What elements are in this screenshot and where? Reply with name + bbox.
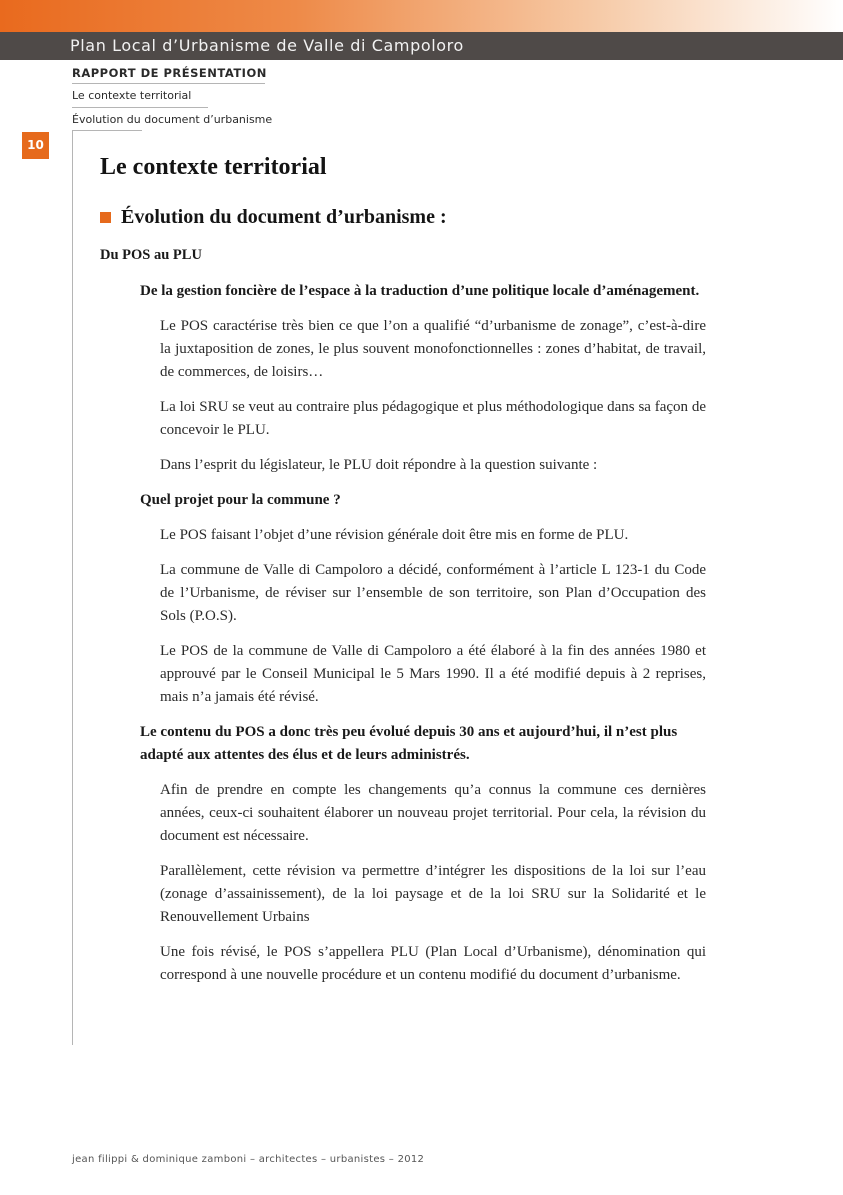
paragraph: Le POS de la commune de Valle di Campoloro a été élaboré à la fin des années 1980 et approuvé par le Conseil Municipal le 5 Mars 1990. Il a été modifié depuis à 2 reprises, mais n’a jamais été révisé.: [160, 643, 706, 705]
paragraph: La loi SRU se veut au contraire plus pédagogique et plus méthodologique dans sa façon de concevoir le PLU.: [160, 399, 706, 438]
document-title: Plan Local d’Urbanisme de Valle di Campoloro: [70, 36, 464, 55]
bold-heading: Le contenu du POS a donc très peu évolué depuis 30 ans et aujourd’hui, il n’est plus adapté aux attentes des élus et de leurs administrés.: [140, 724, 678, 763]
paragraph: Une fois révisé, le POS s’appellera PLU (Plan Local d’Urbanisme), dénomination qui correspond à une nouvelle procédure et un contenu modifié du document d’urbanisme.: [160, 944, 706, 983]
section-title: Évolution du document d’urbanisme :: [121, 206, 447, 228]
header-gradient-bar: [0, 0, 843, 32]
breadcrumb-divider: [72, 130, 142, 131]
page-heading: Le contexte territorial: [100, 154, 327, 180]
paragraph: Le POS faisant l’objet d’une révision générale doit être mis en forme de PLU.: [160, 527, 629, 543]
subheading: Du POS au PLU: [100, 247, 202, 263]
breadcrumb-chapter: Le contexte territorial: [72, 89, 192, 102]
page-number-badge: 10: [22, 132, 49, 159]
paragraph: Dans l’esprit du législateur, le PLU doit répondre à la question suivante :: [160, 457, 598, 473]
paragraph: Afin de prendre en compte les changements qu’a connus la commune ces dernières années, ceux-ci souhaitent élaborer un nouveau projet territorial. Pour cela, la révision du document est nécessaire.: [160, 782, 706, 844]
body-text: [140, 280, 706, 987]
section-heading: [100, 206, 447, 229]
paragraph: La commune de Valle di Campoloro a décidé, conformément à l’article L 123-1 du Code de l’Urbanisme, de réviser sur l’ensemble de son territoire, son Plan d’Occupation des Sols (P.O.S).: [160, 562, 706, 624]
footer-credits: jean filippi & dominique zamboni – architectes – urbanistes – 2012: [72, 1154, 425, 1165]
paragraph: Parallèlement, cette révision va permettre d’intégrer les dispositions de la loi sur l’eau (zonage d’assainissement), de la loi paysage et de la loi SRU sur la Solidarité et le Renouvellement Urbains: [160, 863, 706, 925]
breadcrumb-divider: [72, 83, 265, 84]
orange-square-bullet-icon: [100, 212, 111, 223]
breadcrumb-section: Évolution du document d’urbanisme: [72, 113, 273, 126]
breadcrumb-divider: [72, 107, 208, 108]
margin-rule: [72, 130, 73, 1045]
breadcrumb-report: RAPPORT DE PRÉSENTATION: [72, 66, 267, 80]
bold-heading: De la gestion foncière de l’espace à la traduction d’une politique locale d’aménagement.: [140, 283, 700, 299]
bold-heading: Quel projet pour la commune ?: [140, 492, 341, 508]
paragraph: Le POS caractérise très bien ce que l’on a qualifié “d’urbanisme de zonage”, c’est-à-dire la juxtaposition de zones, le plus souvent monofonctionnelles : zones d’habitat, de travail, de commerces, de loisirs…: [160, 318, 706, 380]
